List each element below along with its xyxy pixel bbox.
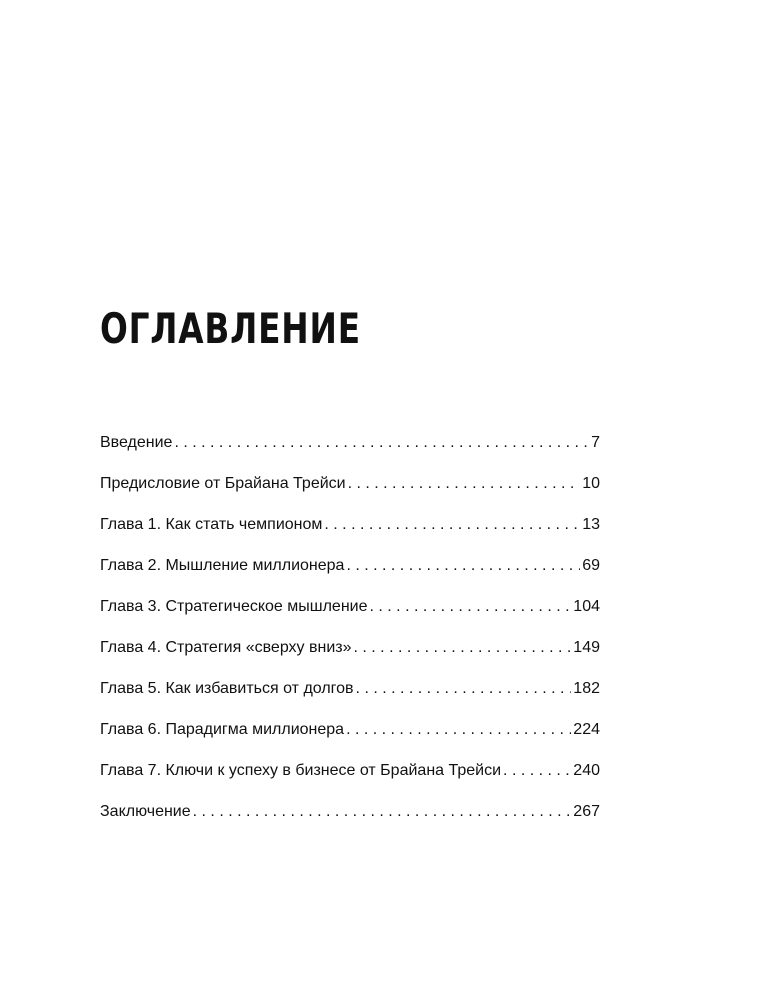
toc-entry-title: Глава 6. Парадигма миллионера: [100, 721, 345, 738]
toc-entry-title: Глава 2. Мышление миллионера: [100, 557, 345, 574]
page-title: ОГЛАВЛЕНИЕ: [100, 304, 361, 353]
toc-entry[interactable]: [100, 510, 600, 551]
toc-entry-title: Глава 7. Ключи к успеху в бизнесе от Брайана Трейси: [100, 762, 502, 779]
toc-entry-title: Заключение: [100, 803, 191, 820]
toc-page-number: 149: [573, 639, 600, 656]
toc-entry[interactable]: [100, 428, 600, 469]
toc-entry[interactable]: [100, 469, 600, 510]
toc-page-number: 182: [573, 680, 600, 697]
toc-page-number: 104: [573, 598, 600, 615]
toc-entry[interactable]: [100, 592, 600, 633]
dot-leader: [370, 592, 572, 622]
dot-leader: [503, 756, 571, 786]
dot-leader: [356, 674, 572, 704]
toc-entry[interactable]: [100, 797, 600, 838]
toc-page-number: 7: [591, 434, 600, 451]
toc-page-number: 69: [582, 557, 600, 574]
toc-entry-title: Глава 1. Как стать чемпионом: [100, 516, 323, 533]
toc-page-number: 267: [573, 803, 600, 820]
dot-leader: [348, 469, 581, 499]
toc-entry-title: Введение: [100, 434, 173, 451]
dot-leader: [354, 633, 572, 663]
dot-leader: [346, 715, 571, 745]
toc-entry[interactable]: [100, 551, 600, 592]
toc-page-number: 13: [582, 516, 600, 533]
toc-page-number: 224: [573, 721, 600, 738]
toc-entry-title: Предисловие от Брайана Трейси: [100, 475, 346, 492]
toc-entry-title: Глава 5. Как избавиться от долгов: [100, 680, 354, 697]
dot-leader: [346, 551, 580, 581]
toc-entry[interactable]: [100, 633, 600, 674]
toc-entry-title: Глава 3. Стратегическое мышление: [100, 598, 368, 615]
toc-entry[interactable]: [100, 715, 600, 756]
dot-leader: [193, 797, 572, 827]
toc-entry[interactable]: [100, 674, 600, 715]
toc-entry[interactable]: [100, 756, 600, 797]
dot-leader: [324, 510, 580, 540]
table-of-contents: [100, 428, 600, 838]
toc-page-number: 10: [582, 475, 600, 492]
toc-entry-title: Глава 4. Стратегия «сверху вниз»: [100, 639, 352, 656]
dot-leader: [174, 428, 589, 458]
toc-page-number: 240: [573, 762, 600, 779]
